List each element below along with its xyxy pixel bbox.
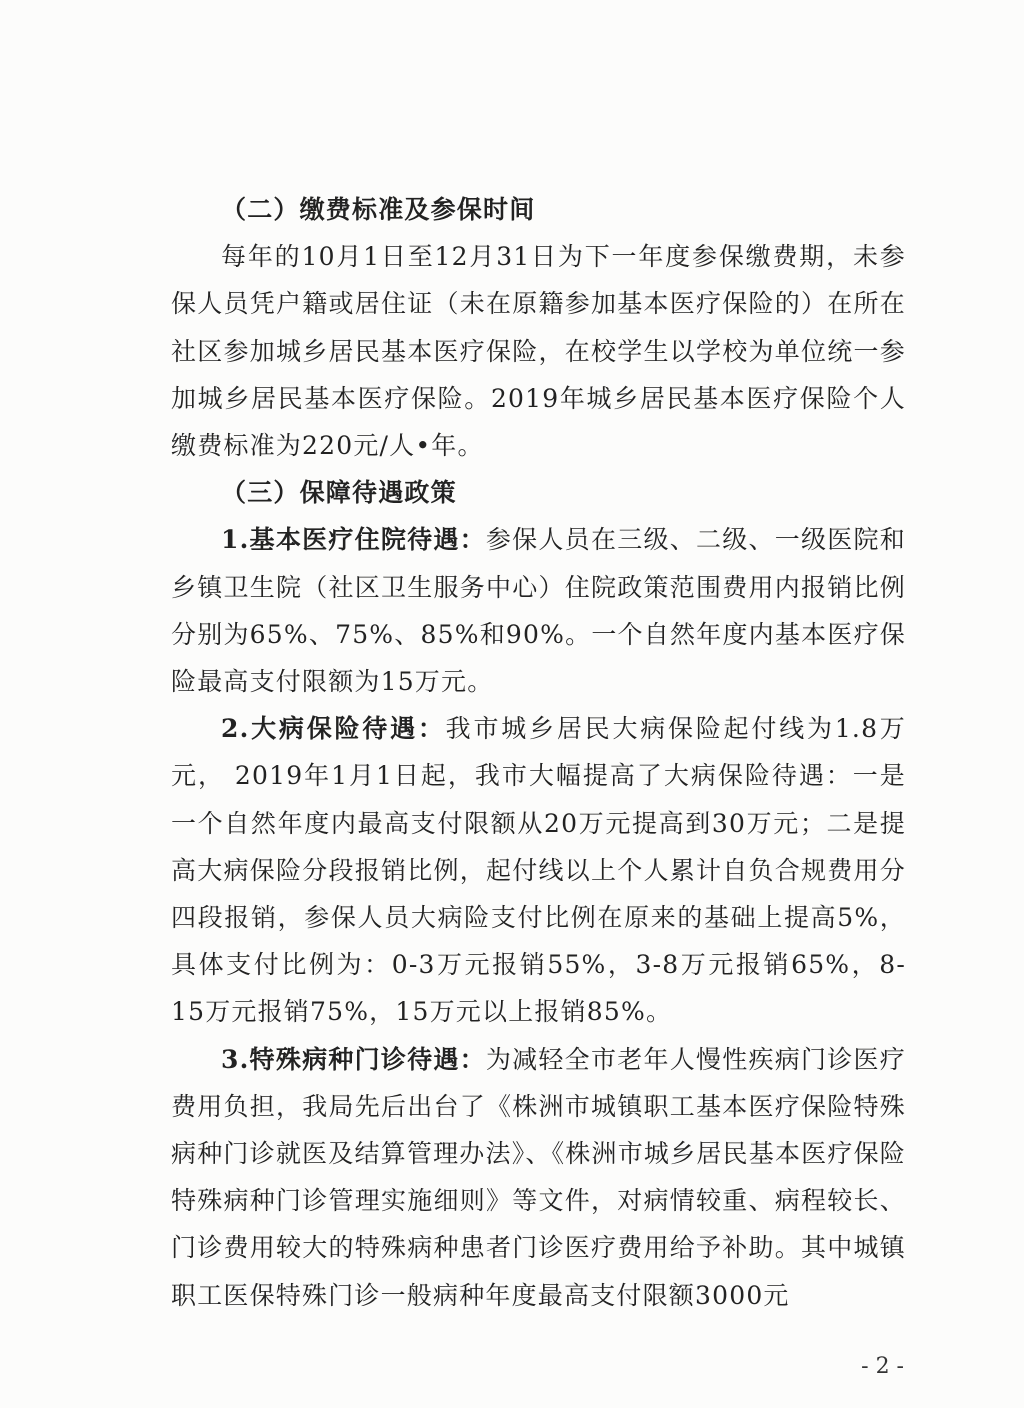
item-3-lead: 3.特殊病种门诊待遇：	[221, 1044, 486, 1074]
section-heading-2: （二）缴费标准及参保时间	[221, 195, 536, 224]
section-heading-3: （三）保障待遇政策	[221, 478, 457, 508]
item-2-paragraph	[171, 705, 906, 1035]
item-3-paragraph	[171, 1036, 906, 1319]
item-2-lead: 2.大病保险待遇：	[221, 714, 446, 744]
item-1-paragraph	[171, 516, 906, 705]
document-body	[171, 186, 906, 1319]
item-3-text: 为减轻全市老年人慢性疾病门诊医疗费用负担，我局先后出台了《株洲市城镇职工基本医疗保险特殊病种门诊就医及结算管理办法》、《株洲市城乡居民基本医疗保险特殊病种门诊管理实施细则》等文件，对病情较重、病程较长、门诊费用较大的特殊病种患者门诊医疗费用给予补助。其中城镇职工医保特殊门诊一般病种年度最高支付限额3000元	[171, 1044, 906, 1310]
item-1-text: 参保人员在三级、二级、一级医院和乡镇卫生院（社区卫生服务中心）住院政策范围费用内报销比例分别为65%、75%、85%和90%。一个自然年度内基本医疗保险最高支付限额为15万元。	[171, 525, 906, 697]
item-1-lead: 1.基本医疗住院待遇：	[221, 525, 486, 555]
item-2-text: 我市城乡居民大病保险起付线为1.8万元， 2019年1月1日起，我市大幅提高了大病保险待遇：一是一个自然年度内最高支付限额从20万元提高到30万元；二是提高大病保险分段报销比例，起付线以上个人累计自负合规费用分四段报销，参保人员大病险支付比例在原来的基础上提高5%，具体支付比例为：0-3万元报销55%，3-8万元报销65%，8-15万元报销75%，15万元以上报销85%。	[171, 714, 906, 1027]
section-2-paragraph: 每年的10月1日至12月31日为下一年度参保缴费期，未参保人员凭户籍或居住证（未在原籍参加基本医疗保险的）在所在社区参加城乡居民基本医疗保险，在校学生以学校为单位统一参加城乡居民基本医疗保险。2019年城乡居民基本医疗保险个人缴费标准为220元/人•年。	[171, 242, 906, 461]
page-number: - 2 -	[861, 1354, 904, 1379]
